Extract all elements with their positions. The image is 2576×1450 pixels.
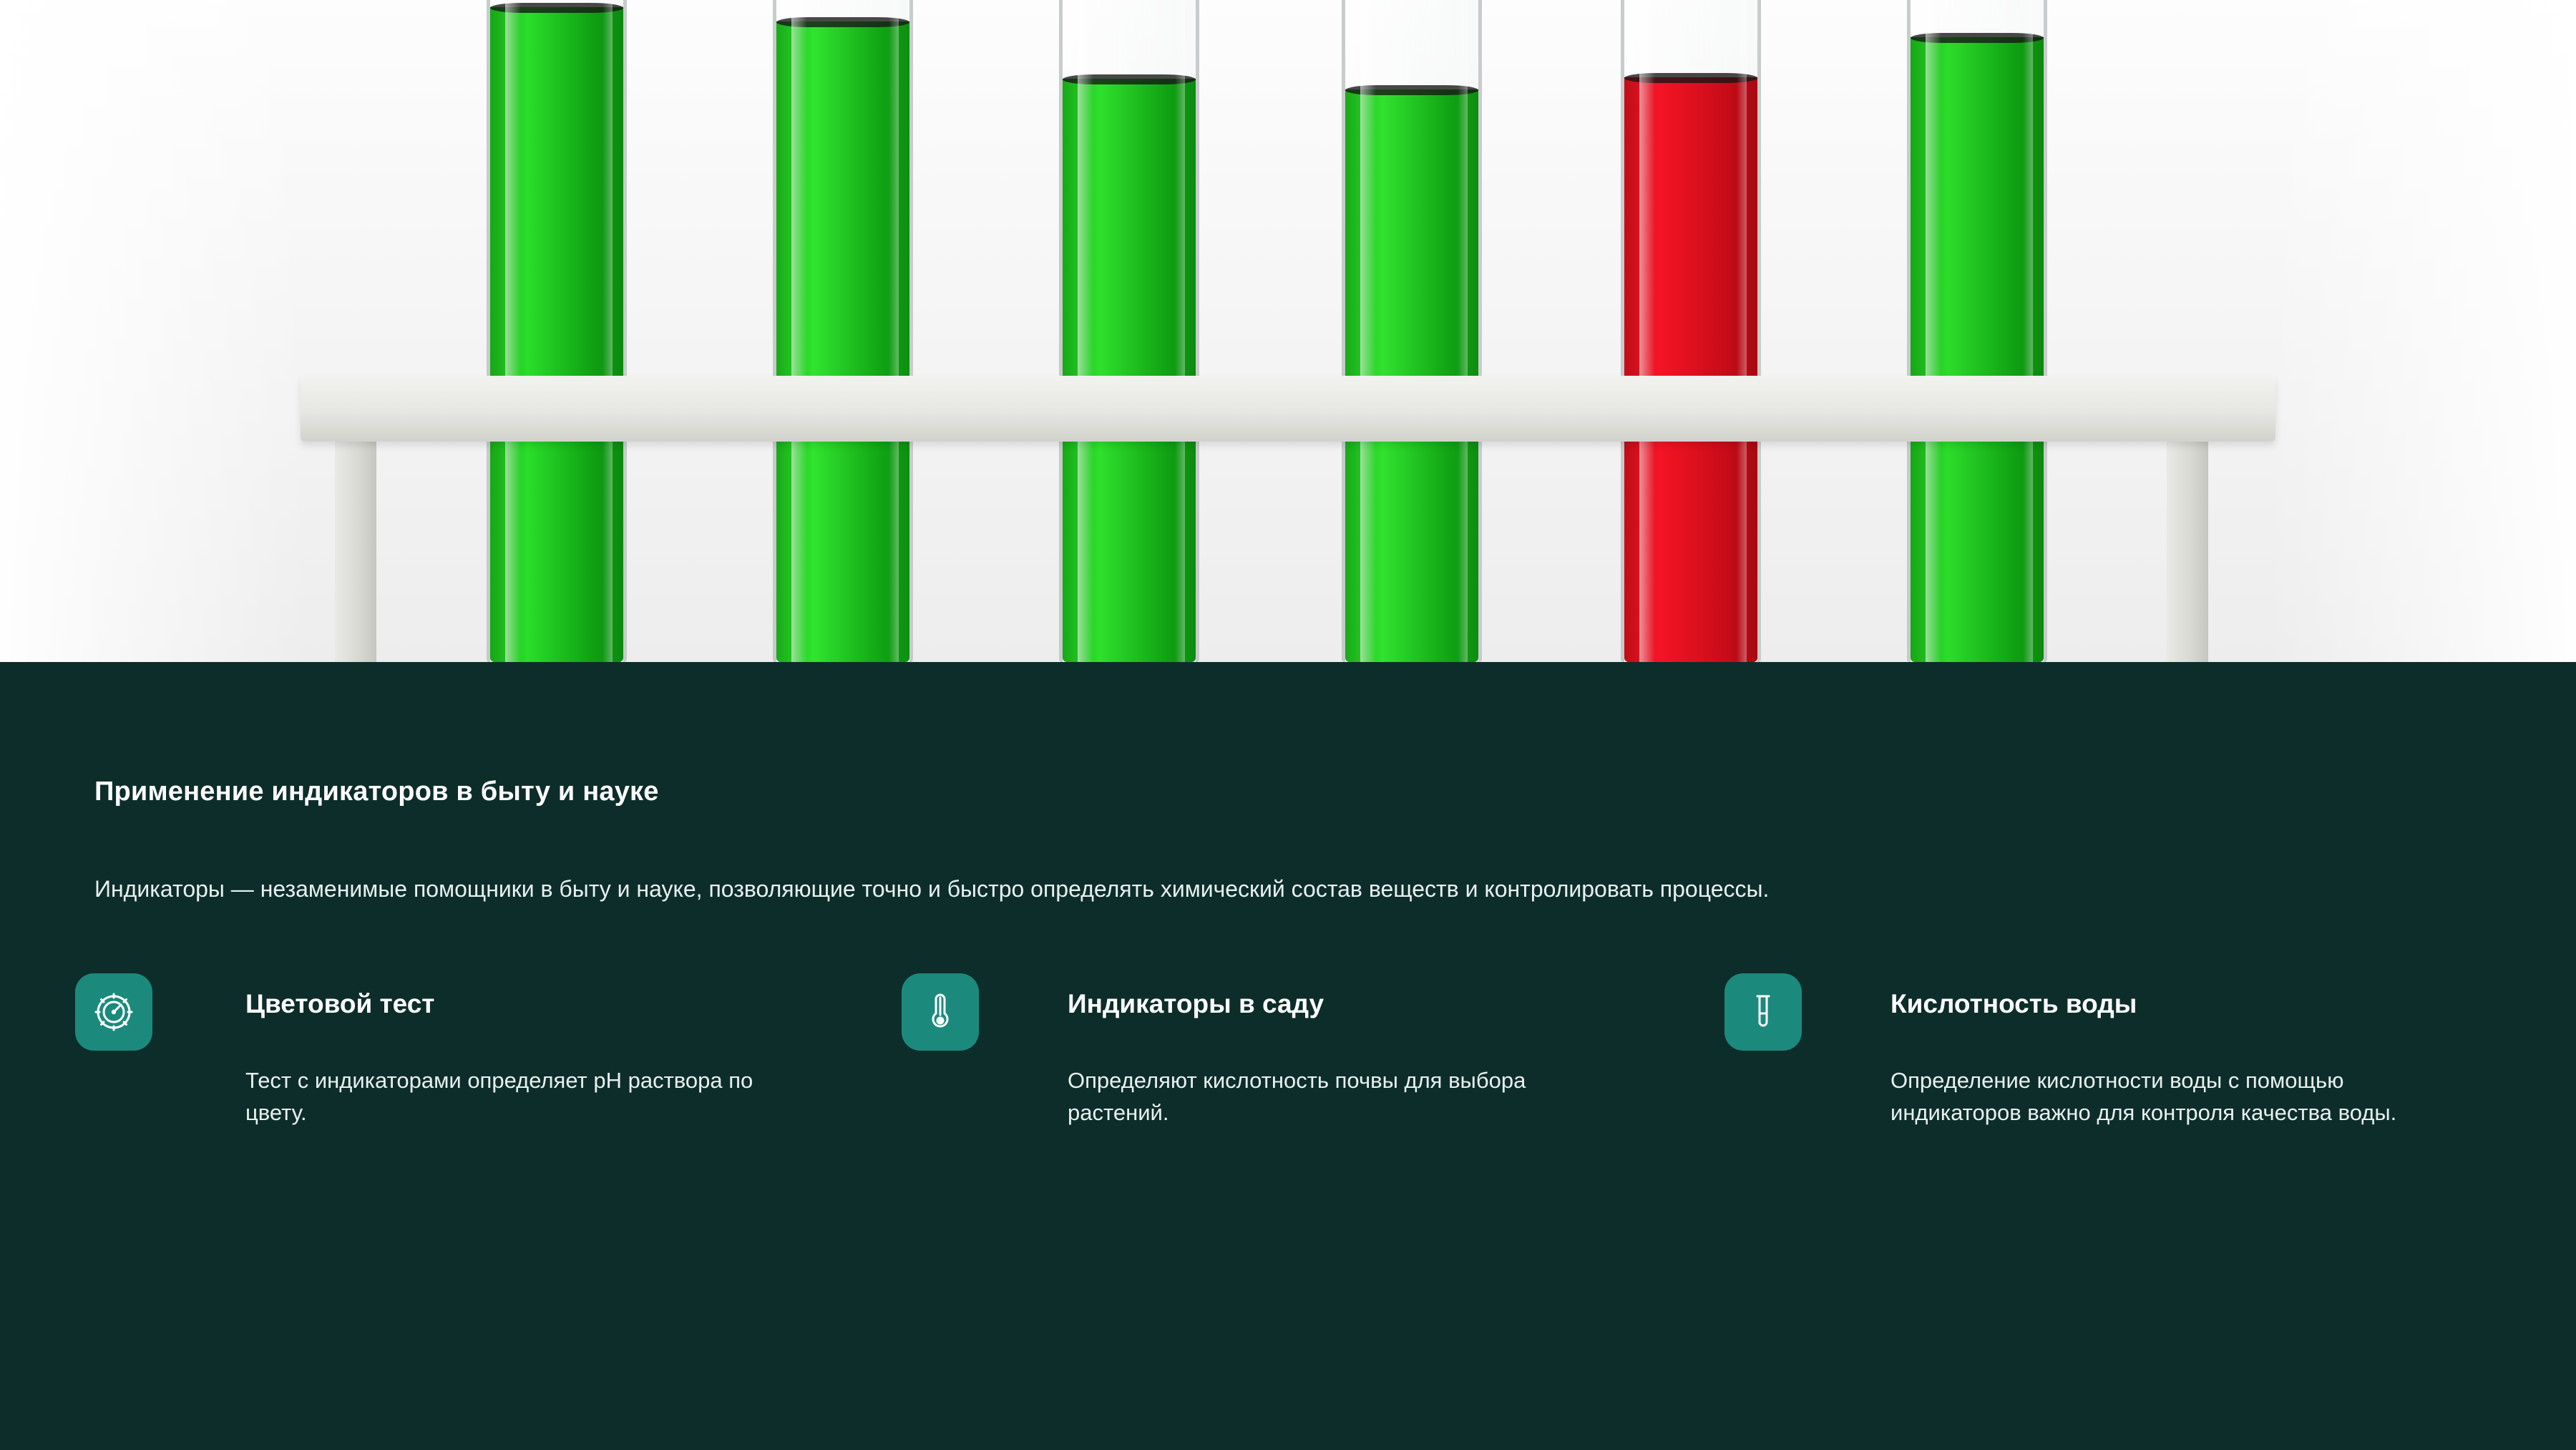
feature-card-title: Кислотность воды	[1890, 989, 2137, 1018]
feature-card-water-acidity	[1724, 973, 2397, 1288]
feature-cards	[0, 973, 2576, 1317]
content-panel	[0, 662, 2576, 1450]
tube-highlight-secondary	[2023, 0, 2033, 662]
tube-highlight-secondary	[1737, 0, 1747, 662]
rack-bar	[301, 376, 2275, 442]
test-tube-3	[1059, 0, 1199, 662]
test-tube-2	[773, 0, 913, 662]
tube-highlight-secondary	[889, 0, 899, 662]
feature-card-title: Цветовой тест	[245, 989, 435, 1018]
test-tube-4	[1342, 0, 1482, 662]
tube-highlight	[1926, 0, 1941, 662]
test-tube-6	[1907, 0, 2047, 662]
tube-highlight	[791, 0, 807, 662]
test-tube-rack	[301, 0, 2275, 662]
tube-highlight	[505, 0, 521, 662]
thermometer-icon	[902, 973, 979, 1051]
feature-card-text: Определение кислотности воды с помощью индикаторов важно для контроля качества воды.	[1890, 1068, 2397, 1125]
feature-card-color-test	[75, 973, 753, 1288]
section-title: Применение индикаторов в быту и науке	[94, 777, 659, 807]
tube-highlight	[1639, 0, 1655, 662]
tube-highlight	[1078, 0, 1093, 662]
test-tube-1	[487, 0, 627, 662]
feature-card-title: Индикаторы в саду	[1068, 989, 1324, 1018]
tube-highlight-secondary	[1458, 0, 1468, 662]
feature-card-text: Определяют кислотность почвы для выбора растений.	[1068, 1068, 1526, 1125]
tube-highlight	[1360, 0, 1376, 662]
section-lead-paragraph: Индикаторы — незаменимые помощники в быту и науке, позволяющие точно и быстро определять химический состав веществ и контролировать процессы.	[94, 876, 1770, 902]
test-tube-5	[1621, 0, 1761, 662]
tube-highlight-secondary	[602, 0, 613, 662]
tube-highlight-secondary	[1175, 0, 1185, 662]
feature-card-text: Тест с индикаторами определяет pH раствора по цвету.	[245, 1068, 753, 1125]
ph-meter-dial-icon	[75, 973, 152, 1051]
hero-section	[0, 0, 2576, 662]
test-tube-icon	[1724, 973, 1802, 1051]
feature-card-garden	[902, 973, 1546, 1288]
